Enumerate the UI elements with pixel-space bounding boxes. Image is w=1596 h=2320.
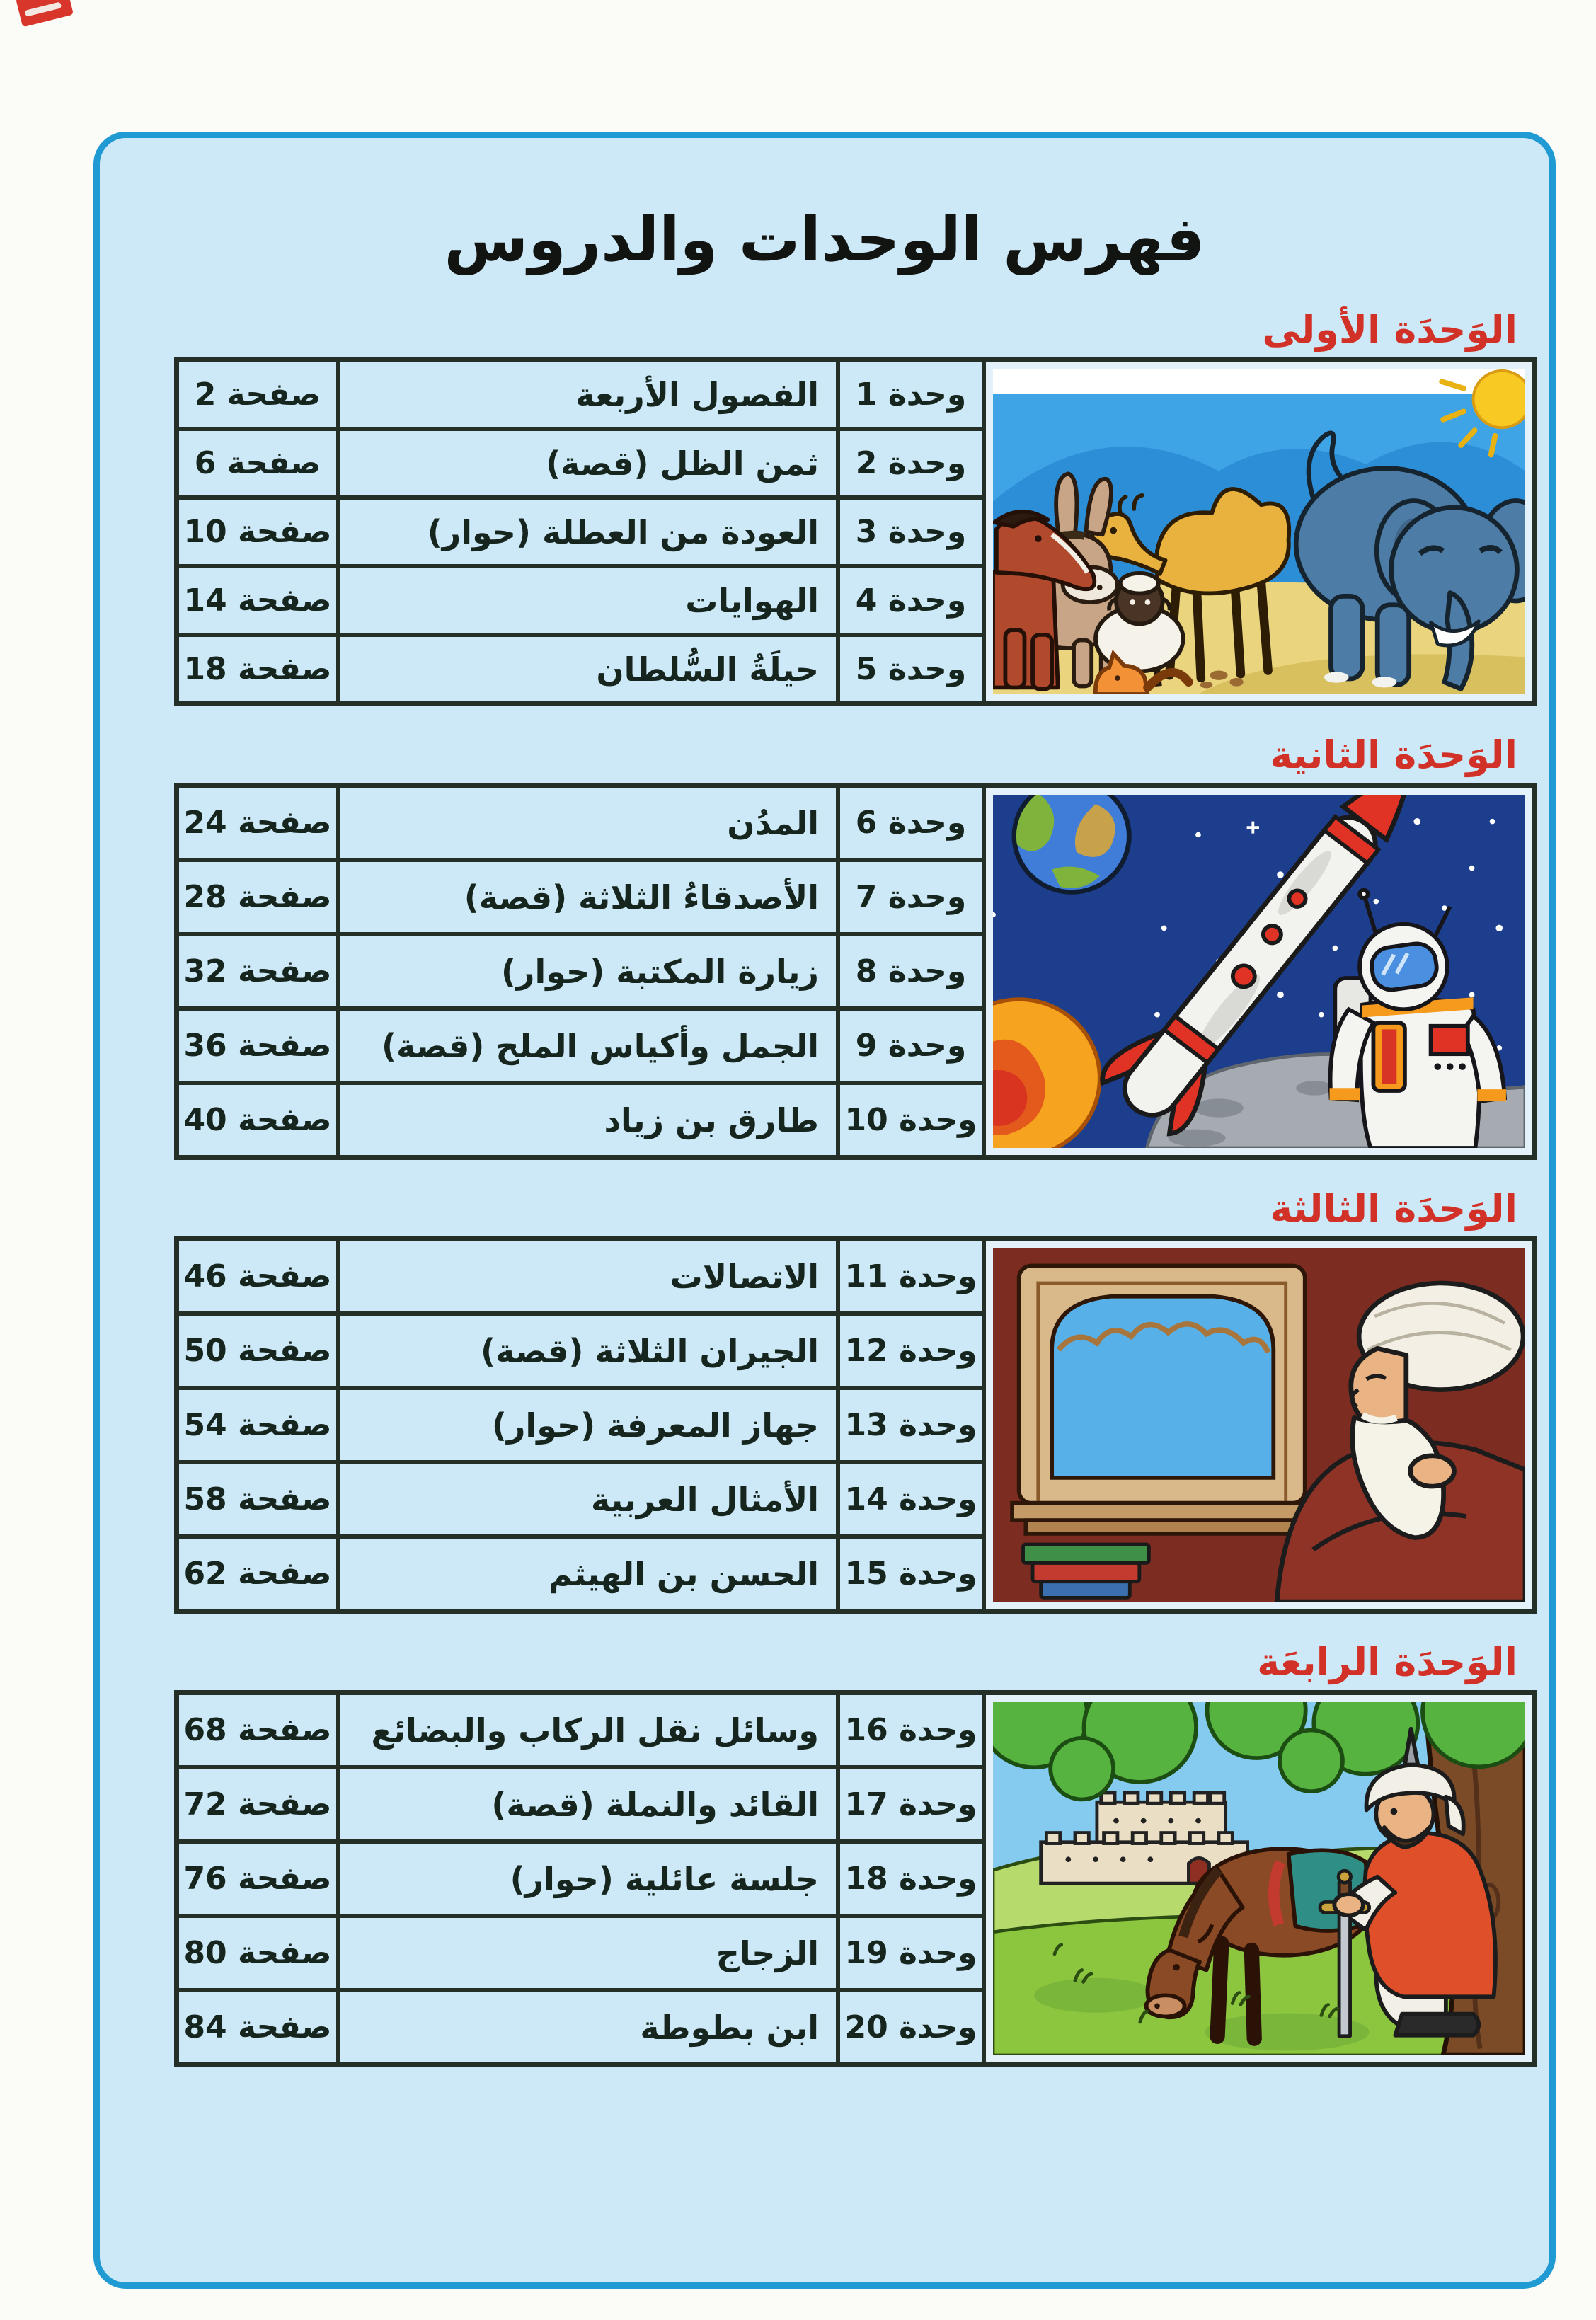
section-unit-3 xyxy=(174,1187,1539,1614)
lesson-title-cell: الجيران الثلاثة (قصة) xyxy=(338,1314,838,1388)
unit-3-illustration-scholar xyxy=(984,1239,1534,1611)
unit-number-cell: وحدة 10 xyxy=(838,1083,984,1157)
scholar-image xyxy=(993,1248,1525,1602)
lesson-title-cell: الأمثال العربية xyxy=(338,1462,838,1537)
space-image xyxy=(993,795,1525,1148)
page-number-cell: صفحة 84 xyxy=(177,1990,338,2065)
desert-animals-image xyxy=(993,369,1525,694)
lesson-title-cell: الأصدقاءُ الثلاثة (قصة) xyxy=(338,860,838,934)
toc-table-unit-2 xyxy=(174,783,1537,1160)
page-number-cell: صفحة 18 xyxy=(177,635,338,704)
page-number-cell: صفحة 2 xyxy=(177,360,338,429)
toc-table-unit-3 xyxy=(174,1236,1537,1614)
page-number-cell: صفحة 76 xyxy=(177,1842,338,1916)
lesson-title-cell: حيلَةُ السُّلطان xyxy=(338,635,838,704)
lesson-title-cell: ثمن الظل (قصة) xyxy=(338,429,838,498)
page-number-cell: صفحة 6 xyxy=(177,429,338,498)
page-number-cell: صفحة 58 xyxy=(177,1462,338,1537)
lesson-title-cell: طارق بن زياد xyxy=(338,1083,838,1157)
toc-panel xyxy=(93,132,1556,2289)
window xyxy=(1012,1266,1311,1534)
lesson-title-cell: ابن بطوطة xyxy=(338,1990,838,2065)
unit-number-cell: وحدة 6 xyxy=(838,786,984,860)
page-number-cell: صفحة 46 xyxy=(177,1239,338,1314)
unit-number-cell: وحدة 4 xyxy=(838,566,984,635)
page-number-cell: صفحة 72 xyxy=(177,1767,338,1842)
section-unit-4 xyxy=(174,1641,1539,2067)
lesson-title-cell: الاتصالات xyxy=(338,1239,838,1314)
unit-number-cell: وحدة 3 xyxy=(838,498,984,566)
lesson-title-cell: جلسة عائلية (حوار) xyxy=(338,1842,838,1916)
page-number-cell: صفحة 68 xyxy=(177,1693,338,1767)
page-number-cell: صفحة 40 xyxy=(177,1083,338,1157)
lesson-title-cell: جهاز المعرفة (حوار) xyxy=(338,1388,838,1462)
lesson-title-cell: الفصول الأربعة xyxy=(338,360,838,429)
page-number-cell: صفحة 24 xyxy=(177,786,338,860)
unit-4-illustration-rider xyxy=(984,1693,1534,2065)
lesson-title-cell: المدُن xyxy=(338,786,838,860)
unit-number-cell: وحدة 13 xyxy=(838,1388,984,1462)
unit-number-cell: وحدة 1 xyxy=(838,360,984,429)
unit-number-cell: وحدة 5 xyxy=(838,635,984,704)
unit-number-cell: وحدة 8 xyxy=(838,934,984,1009)
lesson-title-cell: زيارة المكتبة (حوار) xyxy=(338,934,838,1009)
unit-number-cell: وحدة 11 xyxy=(838,1239,984,1314)
page-number-cell: صفحة 62 xyxy=(177,1537,338,1611)
toc-table-unit-4 xyxy=(174,1690,1537,2067)
unit-number-cell: وحدة 14 xyxy=(838,1462,984,1537)
lesson-title-cell: الحسن بن الهيثم xyxy=(338,1537,838,1611)
unit-number-cell: وحدة 20 xyxy=(838,1990,984,2065)
lesson-title-cell: الزجاج xyxy=(338,1916,838,1990)
section-2-header: الوَحدَة الثانية xyxy=(1270,733,1517,778)
page-number-cell: صفحة 10 xyxy=(177,498,338,566)
section-3-header: الوَحدَة الثالثة xyxy=(1270,1186,1517,1231)
lesson-title-cell: وسائل نقل الركاب والبضائع xyxy=(338,1693,838,1767)
page-number-cell: صفحة 28 xyxy=(177,860,338,934)
page-number-cell: صفحة 50 xyxy=(177,1314,338,1388)
unit-number-cell: وحدة 7 xyxy=(838,860,984,934)
unit-number-cell: وحدة 2 xyxy=(838,429,984,498)
unit-2-illustration-space xyxy=(984,786,1534,1157)
section-4-header: الوَحدَة الرابعَة xyxy=(1257,1640,1517,1685)
section-unit-1 xyxy=(174,308,1539,706)
books xyxy=(1023,1544,1149,1597)
section-unit-2 xyxy=(174,733,1539,1160)
scan-corner-artifact xyxy=(16,0,74,27)
toc-table-unit-1 xyxy=(174,357,1537,706)
unit-number-cell: وحدة 19 xyxy=(838,1916,984,1990)
unit-number-cell: وحدة 12 xyxy=(838,1314,984,1388)
unit-1-illustration-desert-animals xyxy=(984,360,1534,704)
page-number-cell: صفحة 14 xyxy=(177,566,338,635)
unit-number-cell: وحدة 16 xyxy=(838,1693,984,1767)
unit-number-cell: وحدة 17 xyxy=(838,1767,984,1842)
unit-number-cell: وحدة 9 xyxy=(838,1009,984,1083)
unit-number-cell: وحدة 18 xyxy=(838,1842,984,1916)
lesson-title-cell: القائد والنملة (قصة) xyxy=(338,1767,838,1842)
rider-image xyxy=(993,1702,1525,2055)
page-number-cell: صفحة 54 xyxy=(177,1388,338,1462)
lesson-title-cell: الجمل وأكياس الملح (قصة) xyxy=(338,1009,838,1083)
section-1-header: الوَحدَة الأولى xyxy=(1262,307,1517,352)
page-number-cell: صفحة 80 xyxy=(177,1916,338,1990)
lesson-title-cell: الهوايات xyxy=(338,566,838,635)
page-title: فهرس الوحدات والدروس xyxy=(444,205,1205,275)
page-number-cell: صفحة 32 xyxy=(177,934,338,1009)
lesson-title-cell: العودة من العطلة (حوار) xyxy=(338,498,838,566)
page-number-cell: صفحة 36 xyxy=(177,1009,338,1083)
earth xyxy=(1013,795,1129,892)
unit-number-cell: وحدة 15 xyxy=(838,1537,984,1611)
